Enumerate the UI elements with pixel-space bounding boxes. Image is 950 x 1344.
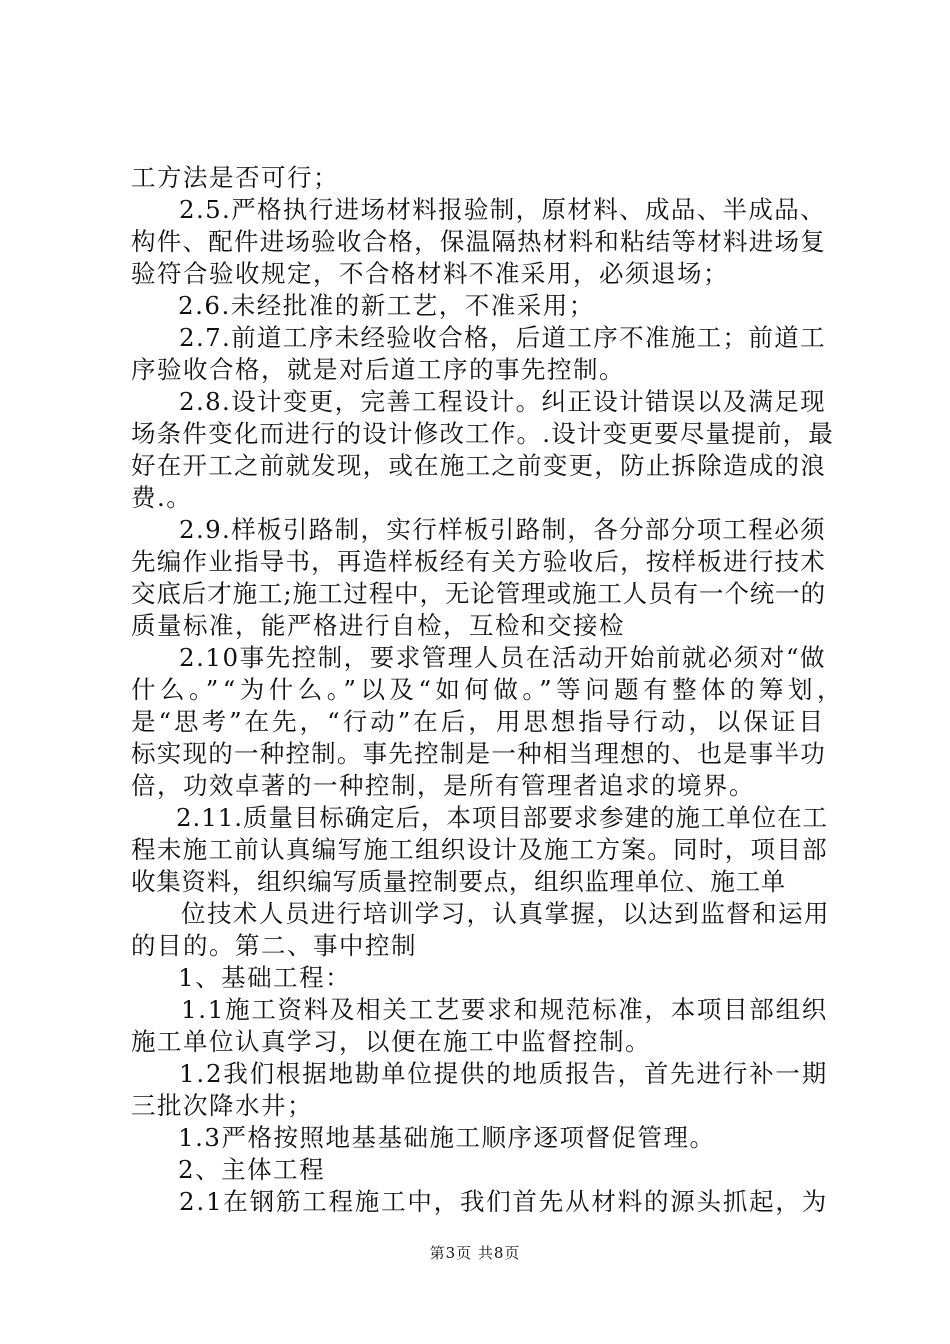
text-line: 施工单位认真学习，以便在施工中监督控制。 — [131, 1027, 651, 1056]
text-line: 交底后才施工;施工过程中，无论管理或施工人员有一个统一的 — [131, 579, 826, 608]
text-line: 序验收合格，就是对后道工序的事先控制。 — [131, 355, 625, 384]
text-line: 倍，功效卓著的一种控制，是所有管理者追求的境界。 — [131, 771, 755, 800]
text-line: 程未施工前认真编写施工组织设计及施工方案。同时，项目部 — [131, 835, 828, 864]
text-line: 什么。”“为什么。”以及“如何做。”等问题有整体的筹划， — [131, 675, 846, 704]
text-line: 1、基础工程： — [178, 963, 352, 992]
text-line: 质量标准，能严格进行自检，互检和交接检 — [131, 611, 625, 640]
page-footer: 第3页 共8页 — [429, 1244, 521, 1262]
text-line: 2.6.未经批准的新工艺，不准采用； — [178, 291, 595, 320]
text-line: 场条件变化而进行的设计修改工作。.设计变更要尽量提前，最 — [131, 419, 834, 448]
text-line: 1.3严格按照地基基础施工顺序逐项督促管理。 — [178, 1123, 716, 1152]
text-line: 收集资料，组织编写质量控制要点，组织监理单位、施工单 — [131, 867, 786, 896]
text-line: 2.5.严格执行进场材料报验制，原材料、成品、半成品、 — [179, 195, 826, 224]
text-line: 标实现的一种控制。事先控制是一种相当理想的、也是事半功 — [131, 739, 826, 768]
text-line: 2.10事先控制，要求管理人员在活动开始前就必须对“做 — [179, 643, 826, 672]
text-line: 2.8.设计变更，完善工程设计。纠正设计错误以及满足现 — [179, 387, 826, 416]
text-line: 1.1施工资料及相关工艺要求和规范标准，本项目部组织 — [181, 995, 828, 1024]
text-line: 位技术人员进行培训学习，认真掌握，以达到监督和运用 — [181, 899, 830, 928]
text-line: 2.7.前道工序未经验收合格，后道工序不准施工；前道工 — [179, 323, 826, 352]
text-line: 三批次降水井； — [131, 1091, 313, 1120]
text-line: 2、主体工程 — [178, 1155, 326, 1184]
text-line: 验符合验收规定，不合格材料不准采用，必须退场； — [131, 259, 729, 288]
text-line: 构件、配件进场验收合格，保温隔热材料和粘结等材料进场复 — [131, 227, 826, 256]
text-line: 费.。 — [131, 483, 193, 512]
text-line: 好在开工之前就发现，或在施工之前变更，防止拆除造成的浪 — [131, 451, 826, 480]
text-line: 工方法是否可行； — [131, 163, 339, 192]
text-line: 2.11.质量目标确定后，本项目部要求参建的施工单位在工 — [176, 803, 828, 832]
text-line: 先编作业指导书，再造样板经有关方验收后，按样板进行技术 — [131, 547, 826, 576]
text-line: 2.1在钢筋工程施工中，我们首先从材料的源头抓起，为 — [179, 1187, 828, 1216]
text-line: 2.9.样板引路制，实行样板引路制，各分部分项工程必须 — [179, 515, 826, 544]
text-line: 是“思考”在先，“行动”在后，用思想指导行动，以保证目 — [131, 707, 826, 736]
text-line: 的目的。第二、事中控制 — [131, 931, 417, 960]
text-line: 1.2我们根据地勘单位提供的地质报告，首先进行补一期 — [179, 1059, 828, 1088]
